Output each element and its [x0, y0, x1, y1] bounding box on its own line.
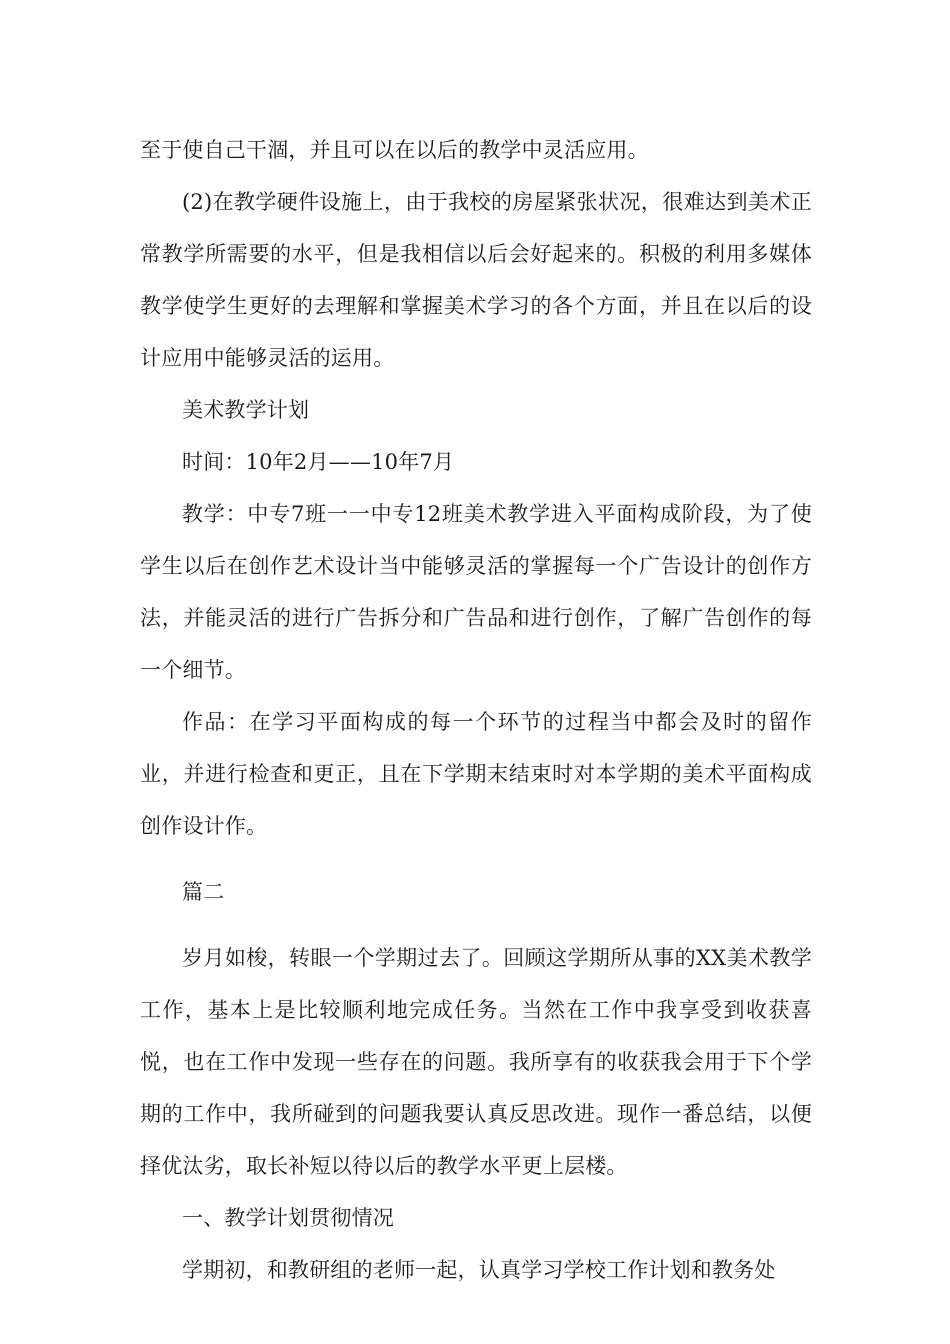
- section-heading-plan-implementation: 一、教学计划贯彻情况: [182, 1206, 394, 1230]
- paragraph-teaching: 教学：中专7班一一中专12班美术教学进入平面构成阶段，为了使学生以后在创作艺术设计当中能够灵活的掌握每一个广告设计的创作方法，并能灵活的进行广告拆分和广告品和进行创作，了解广告创作的每一个细节。: [140, 502, 812, 682]
- paragraph-continuation: 至于使自己干涸，并且可以在以后的教学中灵活应用。: [140, 138, 649, 162]
- section-heading-part-two: 篇二: [182, 880, 225, 904]
- section-heading-plan: 美术教学计划: [182, 398, 310, 422]
- paragraph-time: 时间：10年2月——10年7月: [182, 450, 455, 474]
- paragraph-hardware: (2)在教学硬件设施上，由于我校的房屋紧张状况，很难达到美术正常教学所需要的水平，但是我相信以后会好起来的。积极的利用多媒体教学使学生更好的去理解和掌握美术学习的各个方面，并且在以后的设计应用中能够灵活的运用。: [140, 190, 812, 370]
- paragraph-works: 作品：在学习平面构成的每一个环节的过程当中都会及时的留作业，并进行检查和更正，且在下学期末结束时对本学期的美术平面构成创作设计作。: [140, 710, 812, 838]
- paragraph-review: 岁月如梭，转眼一个学期过去了。回顾这学期所从事的XX美术教学工作，基本上是比较顺利地完成任务。当然在工作中我享受到收获喜悦，也在工作中发现一些存在的问题。我所享有的收获我会用于下个学期的工作中，我所碰到的问题我要认真反思改进。现作一番总结，以便择优汰劣，取长补短以待以后的教学水平更上层楼。: [140, 946, 812, 1178]
- paragraph-semester-start: 学期初，和教研组的老师一起，认真学习学校工作计划和教务处: [182, 1258, 776, 1282]
- document-body: [140, 124, 812, 1296]
